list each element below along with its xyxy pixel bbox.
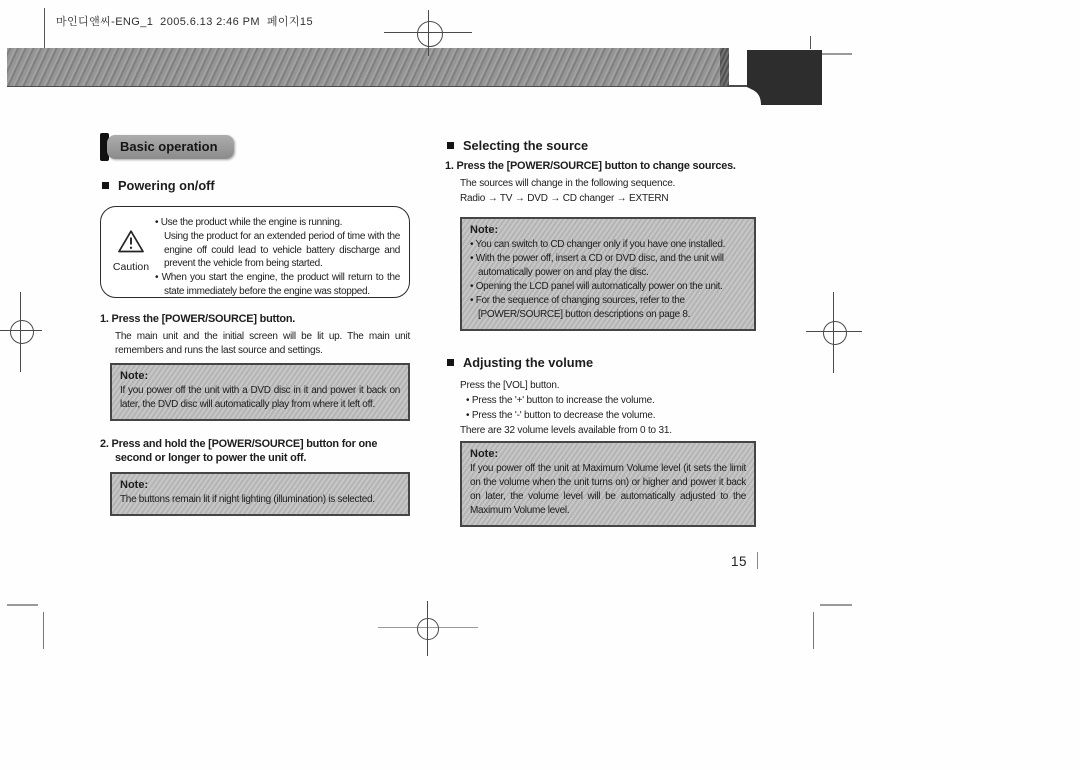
right-column [445,138,760,527]
section-badge [100,135,410,159]
crop-mark-top-right-vertical [810,36,811,49]
heading-label: Adjusting the volume [463,354,594,370]
registration-mark-right [806,292,864,373]
crop-mark-top-right-horizontal [822,53,852,55]
note-bullet-3: • Opening the LCD panel will automatically power on the unit. [470,280,723,292]
note-box-max-volume [460,441,756,527]
heading-adjusting-volume [447,355,760,370]
note-label: Note: [120,478,149,491]
caution-bullet-1-continuation: Using the product for an extended period of time with the engine off could lead to vehicle battery discharge and prevent the vehicle from being started. [164,230,400,270]
registration-mark-left [0,292,44,372]
note-label: Note: [470,447,499,460]
note-body [470,238,746,322]
heading-selecting-source [447,138,760,153]
heading-powering-on-off [102,178,410,193]
crop-mark-bottom-left-vertical [43,612,44,649]
warning-icon [117,229,145,254]
volume-bullet-1: • Press the '+' button to increase the volume. [466,394,655,406]
caution-bullet-1: • Use the product while the engine is running. Using the product for an extended period of time with the engine off could lead to vehicle battery discharge and prevent the vehicle from being started. [155,217,400,270]
note-box-night-lighting [110,472,410,516]
crop-mark-bottom-right-horizontal [820,604,852,606]
volume-body-2: There are 32 volume levels available from 0 to 31. [460,424,672,436]
caution-label: Caution [112,261,150,273]
select-body: The sources will change in the following sequence. [460,177,676,189]
note-label: Note: [120,369,149,382]
square-bullet-icon [447,142,454,149]
note-box-source [460,217,756,331]
crop-mark-bottom-right-vertical [813,612,814,649]
volume-body: Press the [VOL] button. [460,379,560,391]
volume-bullet-2: • Press the '-' button to decrease the volume. [466,409,656,421]
note-bullet-1: • You can switch to CD changer only if you have one installed. [470,238,726,250]
section-badge-label: Basic operation [107,135,234,159]
square-bullet-icon [102,182,109,189]
note-label: Note: [470,223,499,236]
left-column [100,135,410,516]
note-body: The buttons remain lit if night lighting (illumination) is selected. [120,493,375,505]
registration-mark-bottom [378,601,478,656]
caution-text [155,216,400,297]
page-number-tick [757,552,758,569]
caution-icon-column [107,216,155,289]
step1-body: The main unit and the initial screen will be lit up. The main unit remembers and runs the last source and settings. [115,330,410,356]
square-bullet-icon [447,359,454,366]
note-body: If you power off the unit at Maximum Volume level (it sets the limit on the volume when the unit turns on) or higher and power it back on later, the volume level will be automatically adjusted to the Maximum Volume level. [470,462,746,516]
caution-bullet-2: • When you start the engine, the product will return to the state immediately before the engine was stopped. [155,272,400,297]
proof-header-text: 마인디앤씨-ENG_1 2005.6.13 2:46 PM 페이지15 [56,16,313,28]
step1-title: 1. Press the [POWER/SOURCE] button. [100,313,296,325]
note-bullet-4: • For the sequence of changing sources, refer to the [POWER/SOURCE] button descriptions on page 8. [470,294,691,320]
heading-label: Powering on/off [118,178,215,193]
select-step1-title: 1. Press the [POWER/SOURCE] button to change sources. [445,160,736,172]
note-box-dvd-resume [110,363,410,421]
header-band-dark-strip [720,48,729,86]
step2-title: 2. Press and hold the [POWER/SOURCE] button for one second or longer to power the unit off. [100,437,378,464]
source-sequence: Radio → TV → DVD → CD changer → EXTERN [460,192,669,204]
header-band [7,48,720,86]
heading-label: Selecting the source [463,138,589,153]
crop-mark-bottom-left-horizontal [7,604,38,606]
note-bullet-2: • With the power off, insert a CD or DVD disc, and the unit will automatically power on and play the disc. [470,252,724,278]
crop-mark-top-left-vertical [44,8,45,50]
page-number: 15 [731,554,748,569]
note-body: If you power off the unit with a DVD disc in it and power it back on later, the DVD disc will automatically play from where it left off. [120,384,400,410]
caution-box [100,206,410,298]
header-dark-block [747,50,822,105]
registration-mark-top [378,10,478,56]
